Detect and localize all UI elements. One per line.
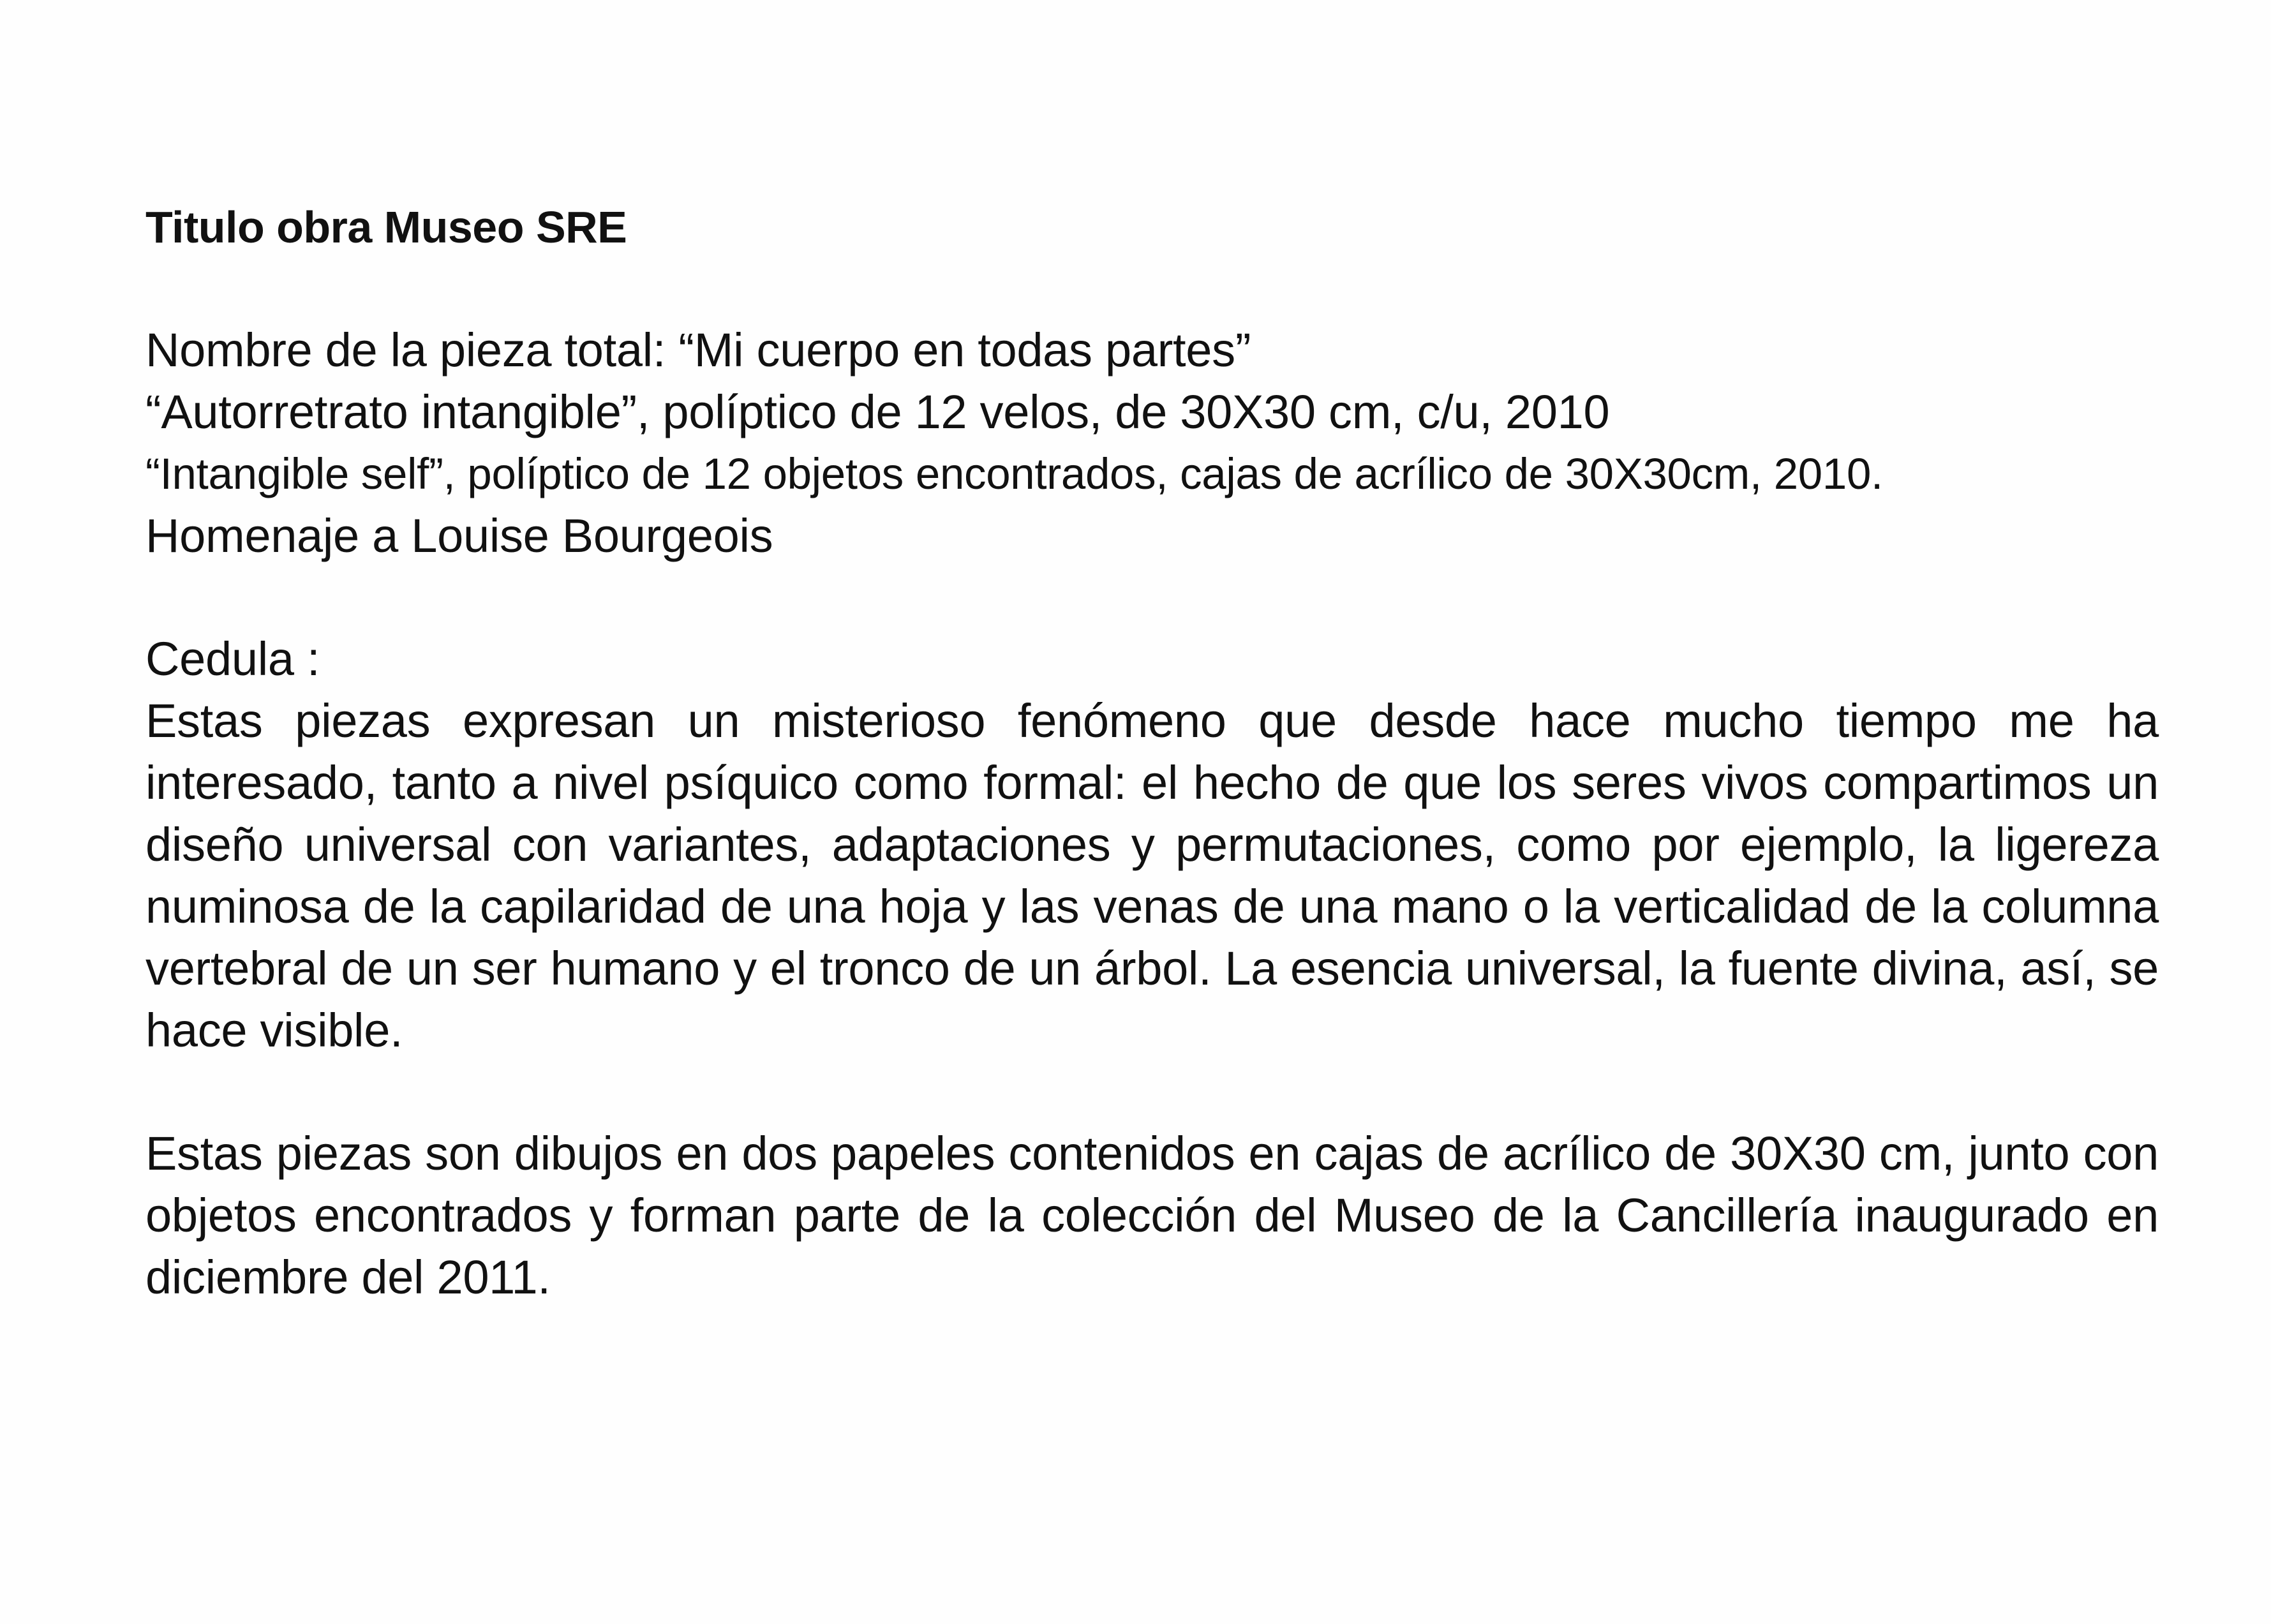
piece-autorretrato-line: “Autorretrato intangible”, políptico de 12 velos, de 30X30 cm, c/u, 2010 — [145, 385, 1610, 438]
spacer — [145, 1061, 2159, 1122]
piece-intangible-self-line: “Intangible self”, políptico de 12 objetos encontrados, cajas de acrílico de 30X30cm, 2010. — [145, 449, 1883, 498]
piece-name-line: Nombre de la pieza total: “Mi cuerpo en todas partes” — [145, 324, 1251, 376]
document-page — [145, 197, 2159, 1308]
closing-paragraph: Estas piezas son dibujos en dos papeles contenidos en cajas de acrílico de 30X30 cm, junto con objetos encontrados y forman parte de la colección del Museo de la Cancillería inaugurado en diciembre del 2011. — [145, 1127, 2159, 1304]
spacer — [145, 567, 2159, 628]
piece-homage-line: Homenaje a Louise Bourgeois — [145, 509, 773, 562]
spacer — [145, 258, 2159, 319]
document-title: Titulo obra Museo SRE — [145, 202, 627, 252]
piece-info — [145, 319, 2159, 567]
cedula-paragraph: Estas piezas expresan un misterioso fenómeno que desde hace mucho tiempo me ha interesado, tanto a nivel psíquico como formal: el hecho de que los seres vivos compartimos un diseño universal con variantes, adaptaciones y permutaciones, como por ejemplo, la ligereza numinosa de la capilaridad de una hoja y las venas de una mano o la verticalidad de la columna vertebral de un ser humano y el tronco de un árbol. La esencia universal, la fuente divina, así, se hace visible. — [145, 694, 2159, 1057]
cedula-label: Cedula : — [145, 632, 320, 685]
